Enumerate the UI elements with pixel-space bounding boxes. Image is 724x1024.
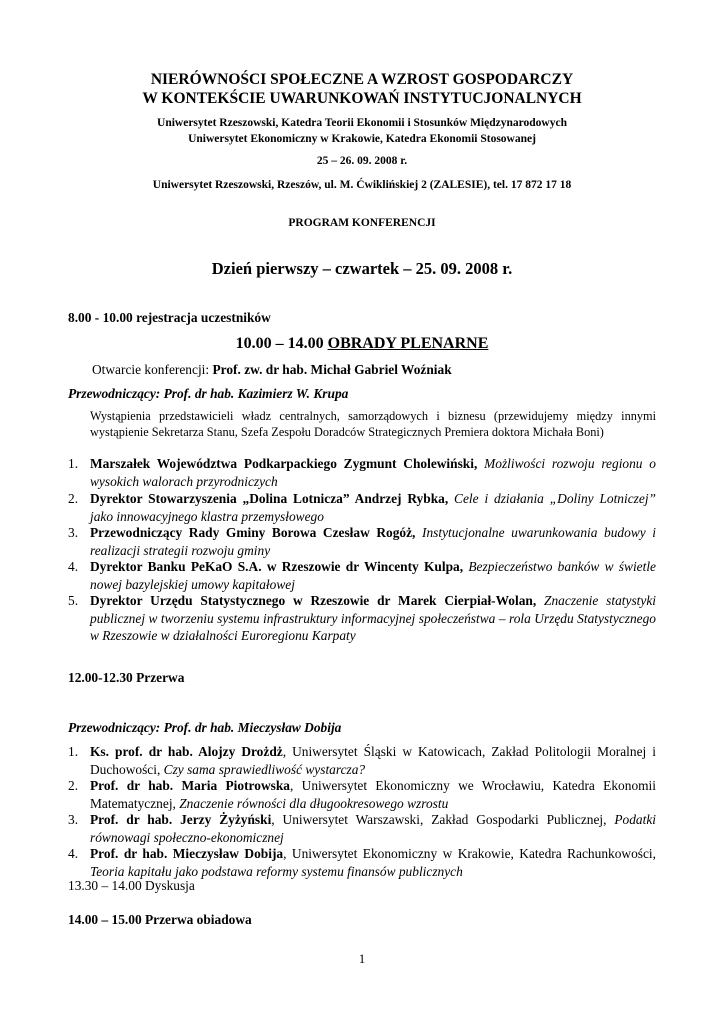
- talk-topic: Bezpieczeństwo banków w świetle nowej bazylejskiej umowy kapitałowej: [90, 559, 656, 592]
- speaker: Dyrektor Stowarzyszenia „Dolina Lotnicza” Andrzej Rybka,: [90, 491, 449, 506]
- session1-item: [68, 558, 656, 593]
- speaker: Prof. dr hab. Jerzy Żyżyński: [90, 812, 272, 827]
- session2-item: [68, 777, 656, 812]
- session1-item: [68, 592, 656, 645]
- conference-address: Uniwersytet Rzeszowski, Rzeszów, ul. M. Ćwiklińskiej 2 (ZALESIE), tel. 17 872 17 18: [152, 179, 572, 191]
- speaker: Przewodniczący Rady Gminy Borowa Czesław Rogóż,: [90, 525, 416, 540]
- registration-line: 8.00 - 10.00 rejestracja uczestników: [68, 310, 271, 325]
- talk-topic: Znaczenie równości dla długookresowego wzrostu: [179, 795, 449, 811]
- item-number: 5.: [68, 593, 79, 608]
- conference-title-line2: W KONTEKŚCIE UWARUNKOWAŃ INSTYTUCJONALNYCH: [142, 90, 582, 107]
- session2-item: [68, 743, 656, 778]
- talk-topic: Znaczenie statystyki publicznej w tworzeniu systemu infrastruktury informacyjnej społeczeństwa – rola Urzędu Statystycznego w Rzeszowie w działalności Euroregionu Karpaty: [90, 593, 656, 643]
- conference-dates: 25 – 26. 09. 2008 r.: [316, 155, 408, 167]
- opening-prefix: Otwarcie konferencji:: [92, 362, 213, 377]
- session1-intro: Wystąpienia przedstawicieli władz centralnych, samorządowych i biznesu (przewidujemy między innymi wystąpienie Sekretarza Stanu, Szefa Zespołu Doradców Strategicznych Premiera doktora Michała Boni): [90, 409, 656, 439]
- speaker: Dyrektor Banku PeKaO S.A. w Rzeszowie dr Wincenty Kulpa,: [90, 559, 464, 574]
- session2-item: [68, 845, 656, 880]
- session1-chair: Przewodniczący: Prof. dr hab. Kazimierz W. Krupa: [68, 386, 349, 401]
- speaker: Prof. dr hab. Mieczysław Dobija: [90, 846, 284, 861]
- organizer-line1: Uniwersytet Rzeszowski, Katedra Teorii Ekonomii i Stosunków Międzynarodowych: [157, 117, 567, 129]
- item-number: 2.: [68, 491, 79, 506]
- affiliation: , Uniwersytet Śląski w Katowicach, Zakład Politologii Moralnej i Duchowości,: [90, 744, 657, 777]
- conference-title-line1: NIERÓWNOŚCI SPOŁECZNE A WZROST GOSPODARCZY: [150, 71, 574, 88]
- lunch-break-line: 14.00 – 15.00 Przerwa obiadowa: [68, 912, 252, 927]
- break-line: 12.00-12.30 Przerwa: [68, 670, 185, 685]
- talk-topic: Możliwości rozwoju regionu o wysokich walorach przyrodniczych: [90, 456, 656, 489]
- talk-topic: Podatki równowagi społeczno-ekonomicznej: [90, 812, 657, 845]
- speaker: Marszałek Województwa Podkarpackiego Zygmunt Cholewiński,: [90, 456, 478, 471]
- affiliation: , Uniwersytet Ekonomiczny w Krakowie, Katedra Rachunkowości,: [283, 846, 656, 861]
- organizer-line2: Uniwersytet Ekonomiczny w Krakowie, Katedra Ekonomii Stosowanej: [188, 133, 536, 145]
- session2-chair: Przewodniczący: Prof. dr hab. Mieczysław Dobija: [68, 720, 342, 735]
- speaker: Dyrektor Urzędu Statystycznego w Rzeszowie dr Marek Cierpiał-Wolan,: [90, 593, 537, 608]
- talk-topic: Teoria kapitału jako podstawa reformy systemu finansów publicznych: [90, 863, 463, 879]
- affiliation: , Uniwersytet Ekonomiczny we Wrocławiu, Katedra Ekonomii Matematycznej,: [90, 778, 656, 811]
- talk-topic: Czy sama sprawiedliwość wystarcza?: [163, 761, 366, 777]
- opening-line: [92, 362, 452, 378]
- session1-item: [68, 490, 656, 525]
- session1-item: [68, 524, 656, 559]
- speaker: Ks. prof. dr hab. Alojzy Drożdż: [90, 744, 283, 759]
- session1-item: [68, 455, 656, 490]
- affiliation: , Uniwersytet Warszawski, Zakład Gospodarki Publicznej,: [271, 812, 615, 827]
- item-number: 3.: [68, 812, 79, 827]
- talk-topic: Cele i działania „Doliny Lotniczej” jako innowacyjnego klastra przemysłowego: [90, 491, 656, 524]
- item-number: 4.: [68, 846, 79, 861]
- page-number: 1: [358, 951, 366, 966]
- item-number: 2.: [68, 778, 79, 793]
- speaker: Prof. dr hab. Maria Piotrowska: [90, 778, 290, 793]
- item-number: 1.: [68, 456, 79, 471]
- plenary-time: 10.00 – 14.00: [235, 335, 328, 352]
- item-number: 4.: [68, 559, 79, 574]
- plenary-label: OBRADY PLENARNE: [327, 335, 489, 352]
- talk-topic: Instytucjonalne uwarunkowania budowy i realizacji strategii rozwoju gminy: [90, 525, 656, 558]
- opening-person: Prof. zw. dr hab. Michał Gabriel Woźniak: [212, 362, 452, 377]
- program-heading: PROGRAM KONFERENCJI: [288, 217, 436, 229]
- plenary-heading: [0, 335, 724, 353]
- session2-item: [68, 811, 656, 846]
- discussion-line: 13.30 – 14.00 Dyskusja: [68, 878, 195, 893]
- item-number: 3.: [68, 525, 79, 540]
- day-title: Dzień pierwszy – czwartek – 25. 09. 2008 r.: [211, 259, 513, 278]
- item-number: 1.: [68, 744, 79, 759]
